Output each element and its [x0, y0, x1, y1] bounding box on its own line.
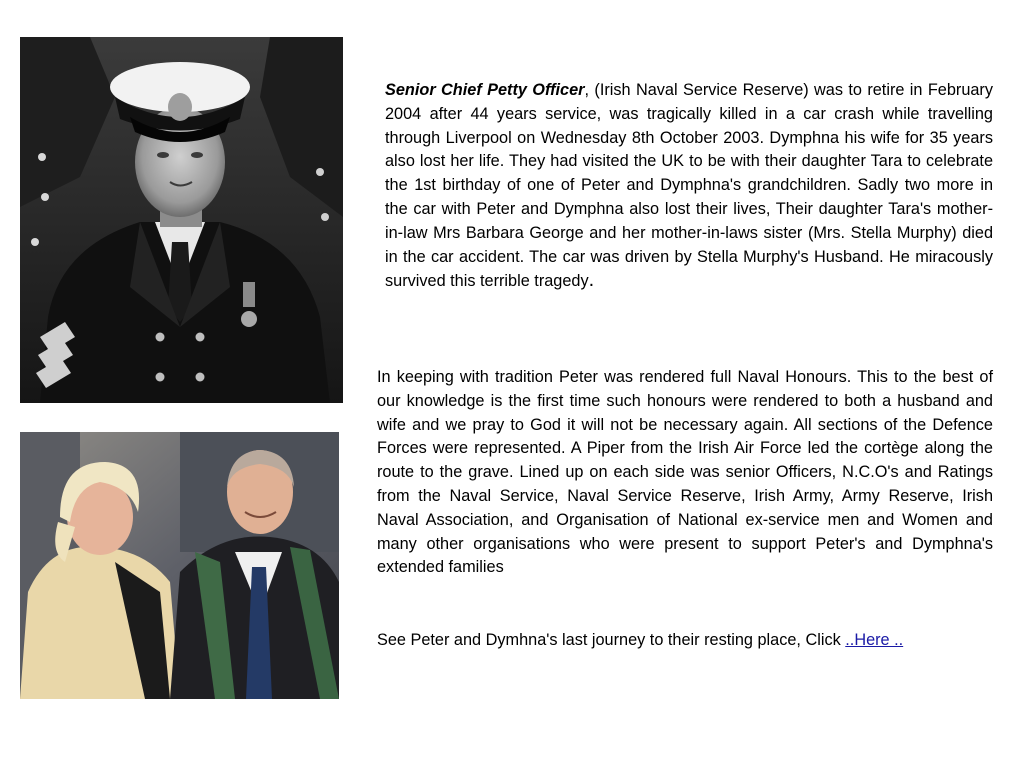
here-link[interactable]: ..Here ..: [845, 631, 904, 649]
last-journey-paragraph: [377, 629, 993, 653]
biography-paragraph: [385, 79, 993, 294]
naval-officer-photo: [20, 37, 343, 403]
honours-paragraph: [377, 366, 993, 580]
honours-text: In keeping with tradition Peter was rendered full Naval Honours. This to the best of our knowledge is the first time such honours were rendered to both a husband and wife and we pray to God it will not be necessary again. All sections of the Defence Forces were represented. A Piper from the Irish Air Force led the cortège along the route to the grave. Lined up on each side was senior Officers, N.C.O's and Ratings from the Naval Service, Naval Service Reserve, Irish Army, Army Reserve, Irish Naval Association, and Organisation of National ex-service men and Women and many other organisations who were present to support Peter's and Dymphna's extended families: [377, 368, 993, 577]
couple-photo: [20, 432, 339, 699]
naval-officer-portrait-image: [20, 37, 343, 403]
biography-text: , (Irish Naval Service Reserve) was to retire in February 2004 after 44 years service, was tragically killed in a car crash while travelling through Liverpool on Wednesday 8th October 2003. Dymphna his wife for 35 years also lost her life. They had visited the UK to be with their daughter Tara to celebrate the 1st birthday of one of Peter and Dymphna's grandchildren. Sadly two more in the car with Peter and Dymphna also lost their lives, Their daughter Tara's mother-in-law Mrs Barbara George and her mother-in-laws sister (Mrs. Stella Murphy) died in the car accident. The car was driven by Stella Murphy's Husband. He miracously survived this terrible tragedy: [385, 81, 993, 291]
biography-period: .: [588, 269, 595, 292]
couple-photo-image: [20, 432, 339, 699]
rank-title: Senior Chief Petty Officer: [385, 81, 585, 99]
last-journey-text: See Peter and Dymhna's last journey to their resting place, Click: [377, 631, 846, 649]
